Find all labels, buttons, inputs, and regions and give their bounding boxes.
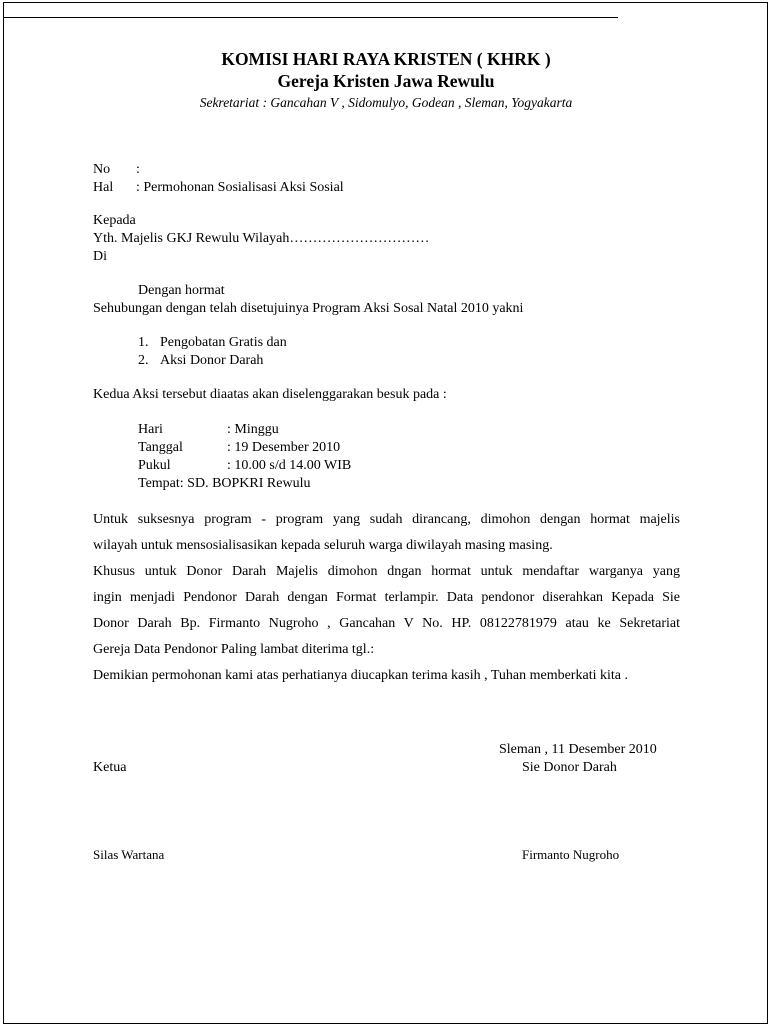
recipient-yth: Yth. Majelis GKJ Rewulu Wilayah…………………………	[93, 231, 430, 246]
signature-right-role: Sie Donor Darah	[522, 760, 617, 775]
list-item-text: Pengobatan Gratis dan	[160, 335, 287, 350]
schedule-tanggal-label: Tanggal	[138, 440, 183, 455]
body-line: Untuk suksesnya program - program yang sudah dirancang, dimohon dengan hormat majelis	[93, 512, 680, 527]
schedule-hari-label: Hari	[138, 422, 163, 437]
top-rule	[3, 17, 618, 18]
schedule-tempat: Tempat: SD. BOPKRI Rewulu	[138, 476, 311, 491]
body-line: Gereja Data Pendonor Paling lambat diterima tgl.:	[93, 642, 375, 657]
letterhead-org: KOMISI HARI RAYA KRISTEN ( KHRK )	[221, 49, 551, 69]
hal-label: Hal	[93, 180, 114, 195]
body-line: ingin menjadi Pendonor Darah dengan Format terlampir. Data pendonor diserahkan Kepada Sie	[93, 590, 680, 605]
no-value: :	[136, 162, 140, 177]
letterhead-church: Gereja Kristen Jawa Rewulu	[277, 71, 495, 91]
hal-value: : Permohonan Sosialisasi Aksi Sosial	[136, 180, 344, 195]
schedule-hari-value: : Minggu	[227, 422, 279, 437]
recipient-kepada: Kepada	[93, 213, 136, 228]
no-label: No	[93, 162, 111, 177]
body-line: Demikian permohonan kami atas perhatianya diucapkan terima kasih , Tuhan memberkati kita .	[93, 668, 628, 683]
greeting: Dengan hormat	[138, 283, 225, 298]
signature-left-name: Silas Wartana	[93, 847, 165, 862]
body-line: Khusus untuk Donor Darah Majelis dimohon dngan hormat untuk mendaftar warganya yang	[93, 564, 680, 579]
signature-left-role: Ketua	[93, 760, 127, 775]
body-line: Donor Darah Bp. Firmanto Nugroho , Gancahan V No. HP. 08122781979 atau ke Sekretariat	[93, 616, 680, 631]
intro-line: Sehubungan dengan telah disetujuinya Program Aksi Sosal Natal 2010 yakni	[93, 301, 524, 316]
schedule-pukul-label: Pukul	[138, 458, 171, 473]
schedule-pukul-value: : 10.00 s/d 14.00 WIB	[227, 458, 352, 473]
schedule-tanggal-value: : 19 Desember 2010	[227, 440, 341, 455]
letterhead-address: Sekretariat : Gancahan V , Sidomulyo, Godean , Sleman, Yogyakarta	[199, 95, 573, 110]
recipient-di: Di	[93, 249, 107, 264]
list-item-number: 1.	[138, 335, 149, 350]
signature-place-date: Sleman , 11 Desember 2010	[499, 742, 657, 757]
body-line: wilayah untuk mensosialisasikan kepada seluruh warga diwilayah masing masing.	[93, 538, 553, 553]
list-item-text: Aksi Donor Darah	[160, 353, 264, 368]
schedule-intro: Kedua Aksi tersebut diaatas akan diselenggarakan besuk pada :	[93, 387, 447, 402]
list-item-number: 2.	[138, 353, 149, 368]
signature-right-name: Firmanto Nugroho	[522, 847, 620, 862]
